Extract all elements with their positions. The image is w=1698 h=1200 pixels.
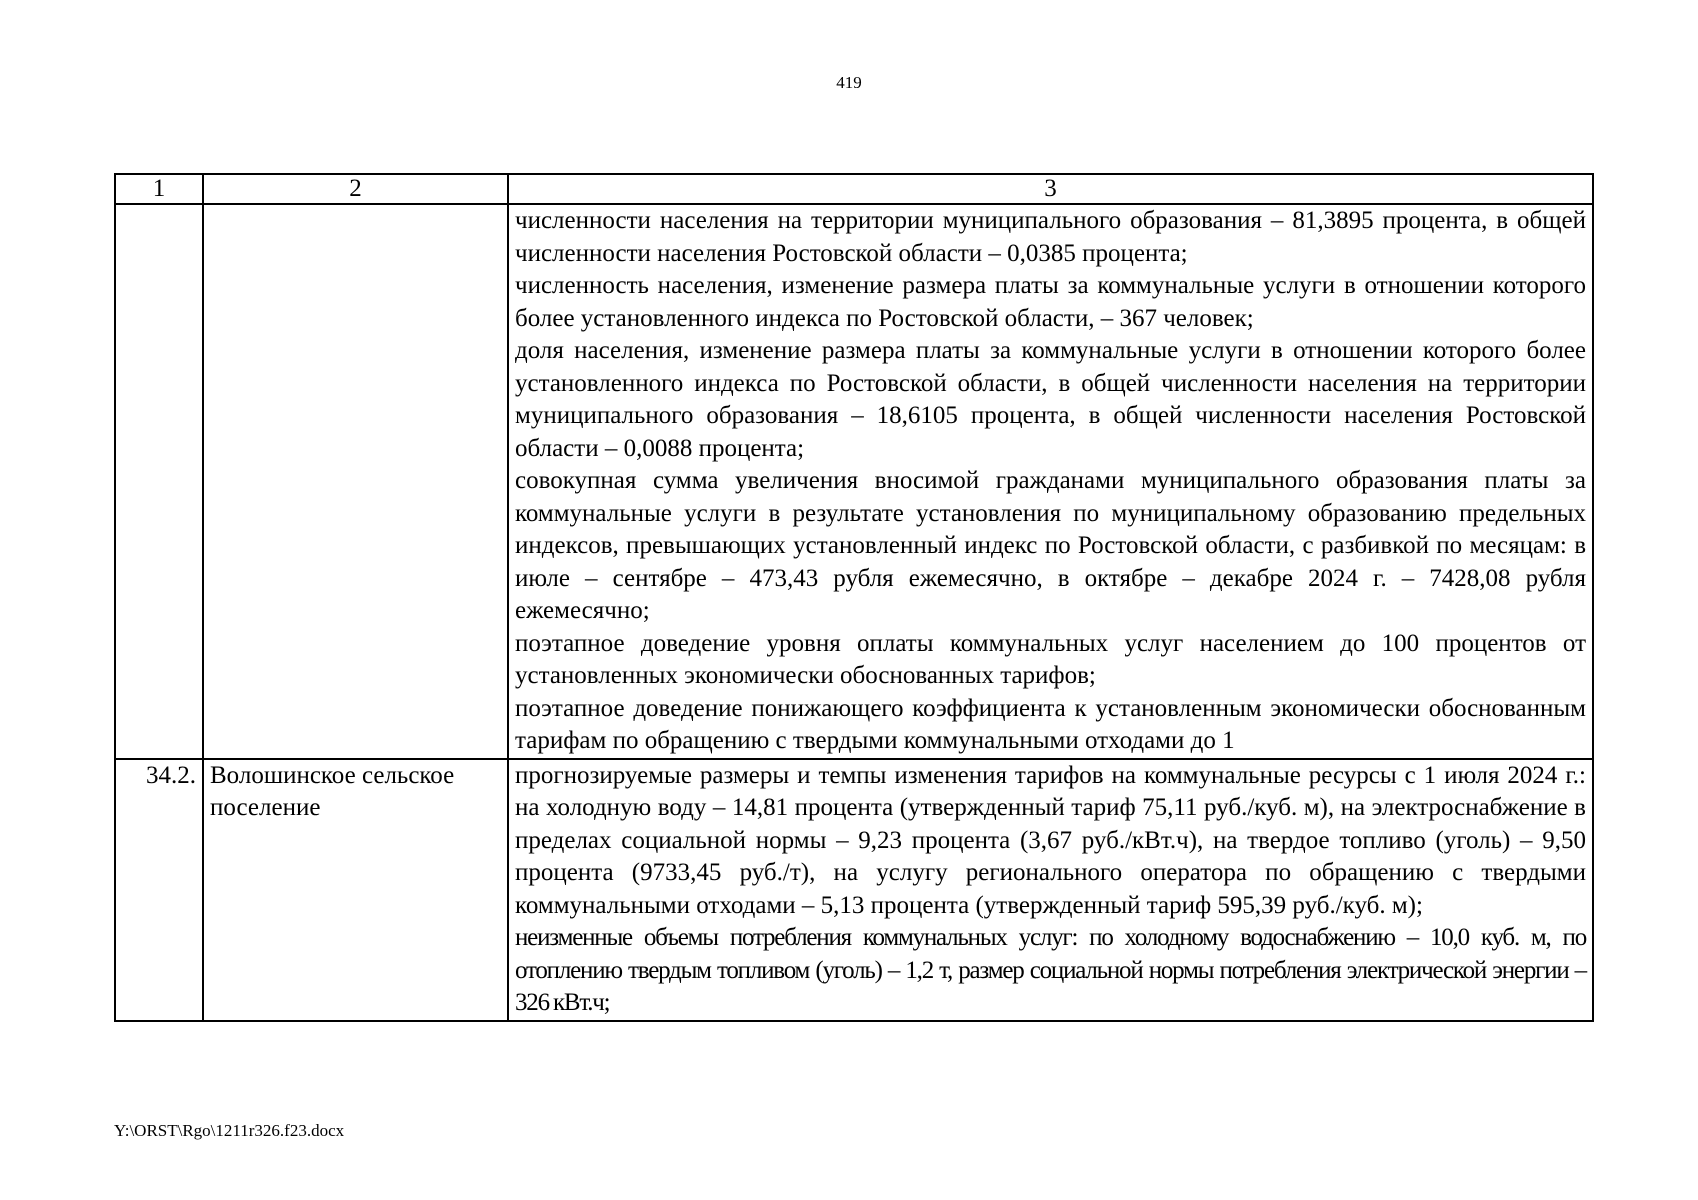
- content-paragraph: численности населения на территории муниципального образования – 81,3895 процента, в общей численности населения Ростовской области – 0,0385 процента;: [515, 207, 1586, 267]
- document-table: [114, 173, 1594, 1022]
- column-header-2: 2: [203, 174, 508, 204]
- table-row: [115, 204, 1593, 759]
- row-content-cell: [508, 759, 1593, 1021]
- table-header-row: [115, 174, 1593, 204]
- content-paragraph: прогнозируемые размеры и темпы изменения тарифов на коммунальные ресурсы с 1 июля 2024 г.: на холодную воду – 14,81 процента (утвержденный тариф 75,11 руб./куб. м), на электроснабжение в пределах социальной нормы – 9,23 процента (3,67 руб./кВт.ч), на твердое топливо (уголь) – 9,50 процента (9733,45 руб./т), на услугу регионального оператора по обращению с твердыми коммунальными отходами – 5,13 процента (утвержденный тариф 595,39 руб./куб. м);: [515, 761, 1586, 919]
- content-paragraph: совокупная сумма увеличения вносимой гражданами муниципального образования платы за коммунальные услуги в результате установления по муниципальному образованию предельных индексов, превышающих установленный индекс по Ростовской области, с разбивкой по месяцам: в июле – сентябре – 473,43 рубля ежемесячно, в октябре – декабре 2024 г. – 7428,08 рубля ежемесячно;: [515, 467, 1586, 624]
- content-paragraph: доля населения, изменение размера платы за коммунальные услуги в отношении которого более установленного индекса по Ростовской области, в общей численности населения на территории муниципального образования – 18,6105 процента, в общей численности населения Ростовской области – 0,0088 процента;: [515, 337, 1586, 462]
- content-paragraph: поэтапное доведение уровня оплаты коммунальных услуг населением до 100 процентов от установленных экономически обоснованных тарифов;: [515, 629, 1586, 689]
- row-content-cell: [508, 204, 1593, 759]
- row-number-cell: [115, 204, 203, 759]
- content-paragraph: численность населения, изменение размера платы за коммунальные услуги в отношении которого более установленного индекса по Ростовской области, – 367 человек;: [515, 272, 1586, 332]
- table-row: [115, 759, 1593, 1021]
- content-paragraph: поэтапное доведение понижающего коэффициента к установленным экономически обоснованным тарифам по обращению с твердыми коммунальными отходами до 1: [515, 694, 1586, 754]
- footer-file-path: Y:\ORST\Rgo\1211r326.f23.docx: [114, 1121, 345, 1140]
- row-name-cell: [203, 204, 508, 759]
- row-name-cell: Волошинское сельское поселение: [203, 759, 508, 1021]
- content-paragraph: неизменные объемы потребления коммунальных услуг: по холодному водоснабжению – 10,0 куб. м, по отоплению твердым топливом (уголь) – 1,2 т, размер социальной нормы потребления электрической энергии – 326 кВт.ч;: [515, 924, 1586, 1016]
- column-header-1: 1: [115, 174, 203, 204]
- page-number: 419: [836, 73, 862, 92]
- column-header-3: 3: [508, 174, 1593, 204]
- row-number-cell: 34.2.: [115, 759, 203, 1021]
